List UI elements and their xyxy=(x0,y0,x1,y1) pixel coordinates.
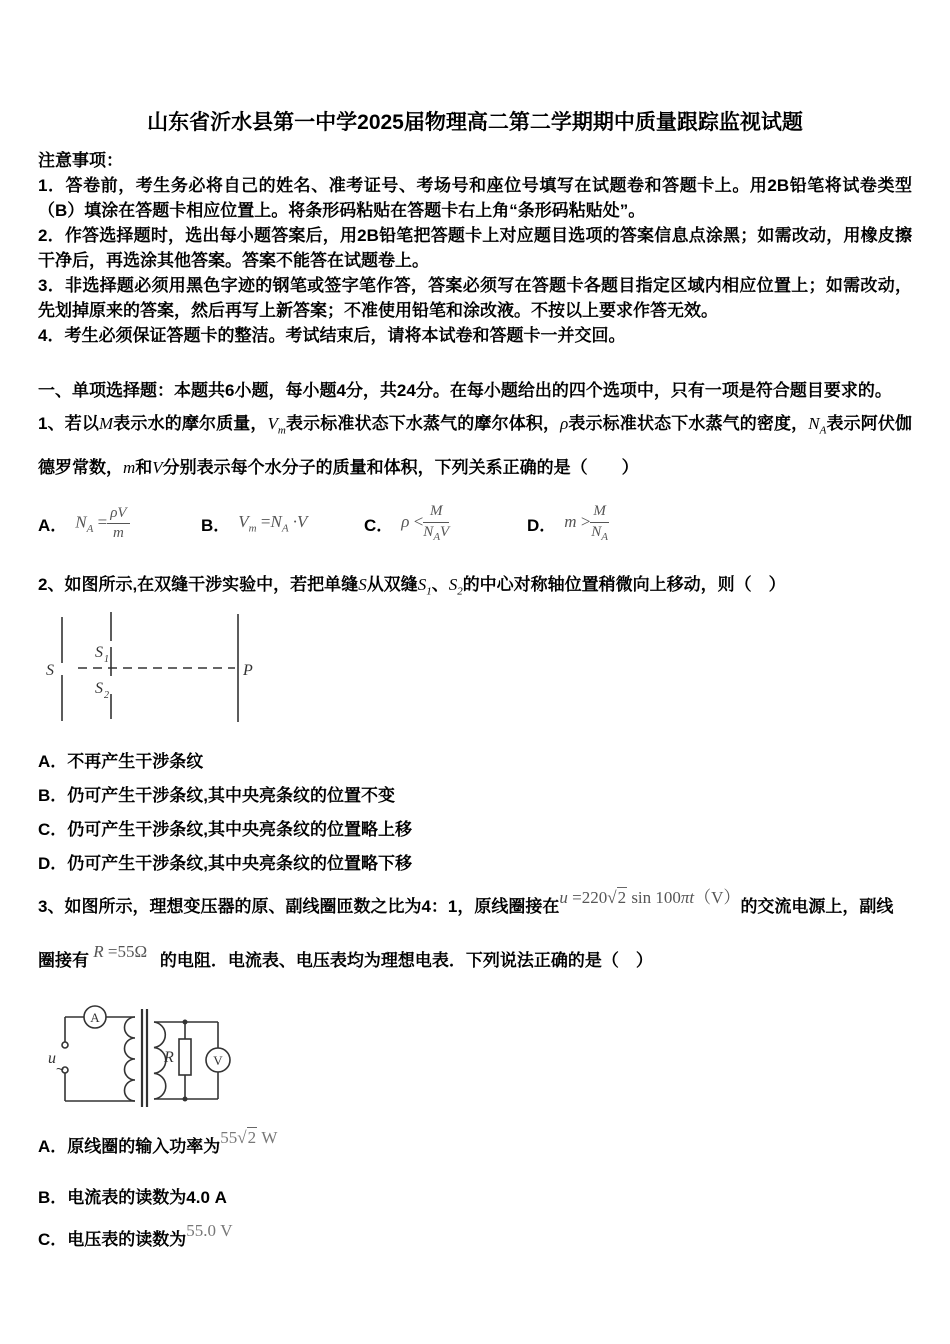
formula-sub: m xyxy=(248,522,257,535)
formula-var: ρ xyxy=(560,414,569,433)
q2-text xyxy=(38,572,912,604)
formula-var: πt xyxy=(680,887,695,907)
q3-text-line2 xyxy=(38,941,912,975)
label-s: S xyxy=(46,661,54,679)
text-run: 分别表示每个水分子的质量和体积，下列关系正确的是（ ） xyxy=(162,458,639,478)
sqrt-radicand: 2 xyxy=(617,887,627,907)
formula-num: 55Ω xyxy=(117,941,148,961)
fraction-numerator: M xyxy=(423,503,449,522)
q2-option-a: A．不再产生干涉条纹 xyxy=(38,751,204,771)
formula-var: N xyxy=(75,512,87,532)
sqrt: √2 xyxy=(607,887,627,907)
formula-op: = xyxy=(107,941,118,961)
q1-option-b xyxy=(201,511,364,536)
primary-coil xyxy=(125,1017,136,1101)
formula-var: V xyxy=(152,458,163,478)
formula-op: = xyxy=(97,512,108,532)
formula-sub: m xyxy=(277,424,286,437)
formula-sub: A xyxy=(86,522,94,535)
resistance-formula xyxy=(89,942,160,961)
text-run: 的中心对称轴位置稍微向上移动，则（ ） xyxy=(462,575,786,595)
formula-var: M xyxy=(99,414,114,433)
q1-option-a-formula xyxy=(75,505,129,543)
label-s1: S xyxy=(95,643,103,661)
text-run: 的交流电源上，副线 xyxy=(740,896,894,916)
q3-option-b: B．电流表的读数为4.0 A xyxy=(38,1187,227,1207)
formula-var: V xyxy=(267,414,278,433)
formula-var: ρ xyxy=(401,512,410,532)
formula-sub: A xyxy=(281,522,289,535)
text-run: 、 xyxy=(431,575,449,595)
formula-var: u xyxy=(559,887,568,907)
text-run: 和 xyxy=(135,458,153,478)
ac-tilde: ~ xyxy=(56,1060,65,1077)
q2-option-d: D．仍可产生干涉条纹,其中央亮条纹的位置略下移 xyxy=(38,853,412,873)
formula-var: N xyxy=(423,523,434,540)
sqrt: √2 xyxy=(237,1127,257,1147)
voltage-formula xyxy=(559,888,740,907)
transformer-circuit-diagram xyxy=(40,999,285,1119)
sqrt-radicand: 2 xyxy=(247,1127,257,1147)
formula-var: V xyxy=(440,523,450,540)
formula-var: S xyxy=(448,575,458,595)
text-run: 1、若以 xyxy=(38,414,99,433)
q1-option-d-formula xyxy=(564,503,609,543)
voltmeter-label: V xyxy=(213,1052,223,1068)
q3-text-line1 xyxy=(38,887,912,921)
label-s2: S xyxy=(95,679,103,697)
q3-option-c xyxy=(38,1220,912,1254)
formula-var: N xyxy=(270,512,282,532)
option-label: B． xyxy=(201,515,231,535)
formula-op: < xyxy=(413,512,424,532)
page-title: 山东省沂水县第一中学2025届物理高二第二学期期中质量跟踪监视试题 xyxy=(147,111,803,134)
resistor-label: R xyxy=(164,1048,174,1066)
double-slit-diagram xyxy=(40,609,255,731)
notice-heading: 注意事项： xyxy=(38,151,123,170)
formula-var: R xyxy=(93,941,104,961)
label-s2-sub: 2 xyxy=(104,689,109,701)
section-heading: 一、单项选择题：本题共6小题，每小题4分，共24分。在每小题给出的四个选项中，只有一项是符合题目要求的。 xyxy=(38,381,892,400)
formula-fn: sin 100 xyxy=(631,887,681,907)
q3-option-a xyxy=(38,1127,912,1161)
formula-op: = xyxy=(260,512,271,532)
fraction-numerator: M xyxy=(590,503,609,522)
text-run: 2、如图所示,在双缝干涉实验中，若把单缝 xyxy=(38,575,359,595)
label-s1-sub: 1 xyxy=(104,653,109,665)
notice-item-1: 1．答卷前，考生务必将自己的姓名、准考证号、考场号和座位号填写在试题卷和答题卡上。用2B铅笔将试卷类型（B）填涂在答题卡相应位置上。将条形码粘贴在答题卡右上角“条形码粘贴处”。 xyxy=(38,176,912,220)
q1-option-b-formula xyxy=(238,512,307,534)
fraction-numerator: ρV xyxy=(107,505,129,524)
q1-option-c-formula xyxy=(401,503,449,543)
option-label: A． xyxy=(38,515,68,535)
q2-options xyxy=(38,745,912,881)
resistor xyxy=(179,1039,191,1075)
formula-sub: A xyxy=(433,530,441,543)
fraction-denominator: m xyxy=(112,524,124,541)
q1-text xyxy=(38,405,912,486)
formula-op: = xyxy=(572,887,582,907)
formula-sub: A xyxy=(819,424,827,437)
voltage-value: 55.0 V xyxy=(186,1220,233,1240)
formula-var: ·V xyxy=(292,512,308,532)
formula-var: N xyxy=(591,523,602,540)
ammeter-label: A xyxy=(90,1009,100,1025)
source-label-u: u xyxy=(48,1049,56,1067)
formula-num: 55 xyxy=(220,1127,238,1147)
text-run: 表示标准状态下水蒸气的密度， xyxy=(568,414,809,433)
text-run: 的电阻．电流表、电压表均为理想电表．下列说法正确的是（ ） xyxy=(159,950,653,970)
junction-dot xyxy=(183,1096,188,1101)
fraction xyxy=(423,503,449,543)
formula-sub: 2 xyxy=(457,585,463,598)
terminal-top xyxy=(62,1042,68,1048)
text-run: 3、如图所示，理想变压器的原、副线圈匝数之比为4：1，原线圈接在 xyxy=(38,896,560,916)
q1-option-c xyxy=(364,503,527,543)
power-value xyxy=(220,1128,277,1147)
notice-item-4: 4．考生必须保证答题卡的整洁。考试结束后，请将本试卷和答题卡一并交回。 xyxy=(38,326,626,345)
formula-sub: 1 xyxy=(426,585,432,598)
text-run: 从双缝 xyxy=(366,575,418,595)
formula-unit: W xyxy=(261,1127,278,1147)
text-run: A．原线圈的输入功率为 xyxy=(38,1136,221,1156)
formula-var: m xyxy=(564,512,577,532)
formula-num: 220 xyxy=(581,887,608,907)
q1-option-d xyxy=(527,503,690,543)
formula-var: S xyxy=(358,575,367,595)
text-run: 表示标准状态下水蒸气的摩尔体积， xyxy=(285,414,561,433)
formula-var: N xyxy=(808,414,820,433)
fraction-denominator xyxy=(423,523,449,544)
q1-options-row xyxy=(38,496,912,550)
text-run: C．电压表的读数为 xyxy=(38,1229,187,1249)
notice-item-2: 2．作答选择题时，选出每小题答案后，用2B铅笔把答题卡上对应题目选项的答案信息点涂黑；如需改动，用橡皮擦干净后，再选涂其他答案。答案不能答在试题卷上。 xyxy=(38,226,912,270)
text-run: 表示水的摩尔质量， xyxy=(113,414,268,433)
fraction xyxy=(107,505,129,543)
q2-option-b: B．仍可产生干涉条纹,其中央亮条纹的位置不变 xyxy=(38,785,395,805)
fraction xyxy=(590,503,609,543)
notice-item-3: 3．非选择题必须用黑色字迹的钢笔或签字笔作答，答案必须写在答题卡各题目指定区域内相应位置上；如需改动，先划掉原来的答案，然后再写上新答案；不准使用铅笔和涂改液。不按以上要求作答无效。 xyxy=(38,276,912,320)
text-run: 表示阿伏伽德罗常数， xyxy=(38,414,913,478)
formula-unit: （V） xyxy=(694,887,741,907)
formula-var: m xyxy=(123,458,136,478)
q2-option-c: C．仍可产生干涉条纹,其中央亮条纹的位置略上移 xyxy=(38,819,412,839)
fraction-denominator xyxy=(590,523,609,544)
text-run: 圈接有 xyxy=(38,950,89,970)
label-p: P xyxy=(243,661,253,679)
formula-var: V xyxy=(238,512,249,532)
option-label: D． xyxy=(527,515,557,535)
junction-dot xyxy=(183,1019,188,1024)
q1-option-a xyxy=(38,505,201,543)
formula-var: S xyxy=(417,575,427,595)
option-label: C． xyxy=(364,515,394,535)
formula-op: > xyxy=(580,512,591,532)
formula-sub: A xyxy=(601,530,609,543)
